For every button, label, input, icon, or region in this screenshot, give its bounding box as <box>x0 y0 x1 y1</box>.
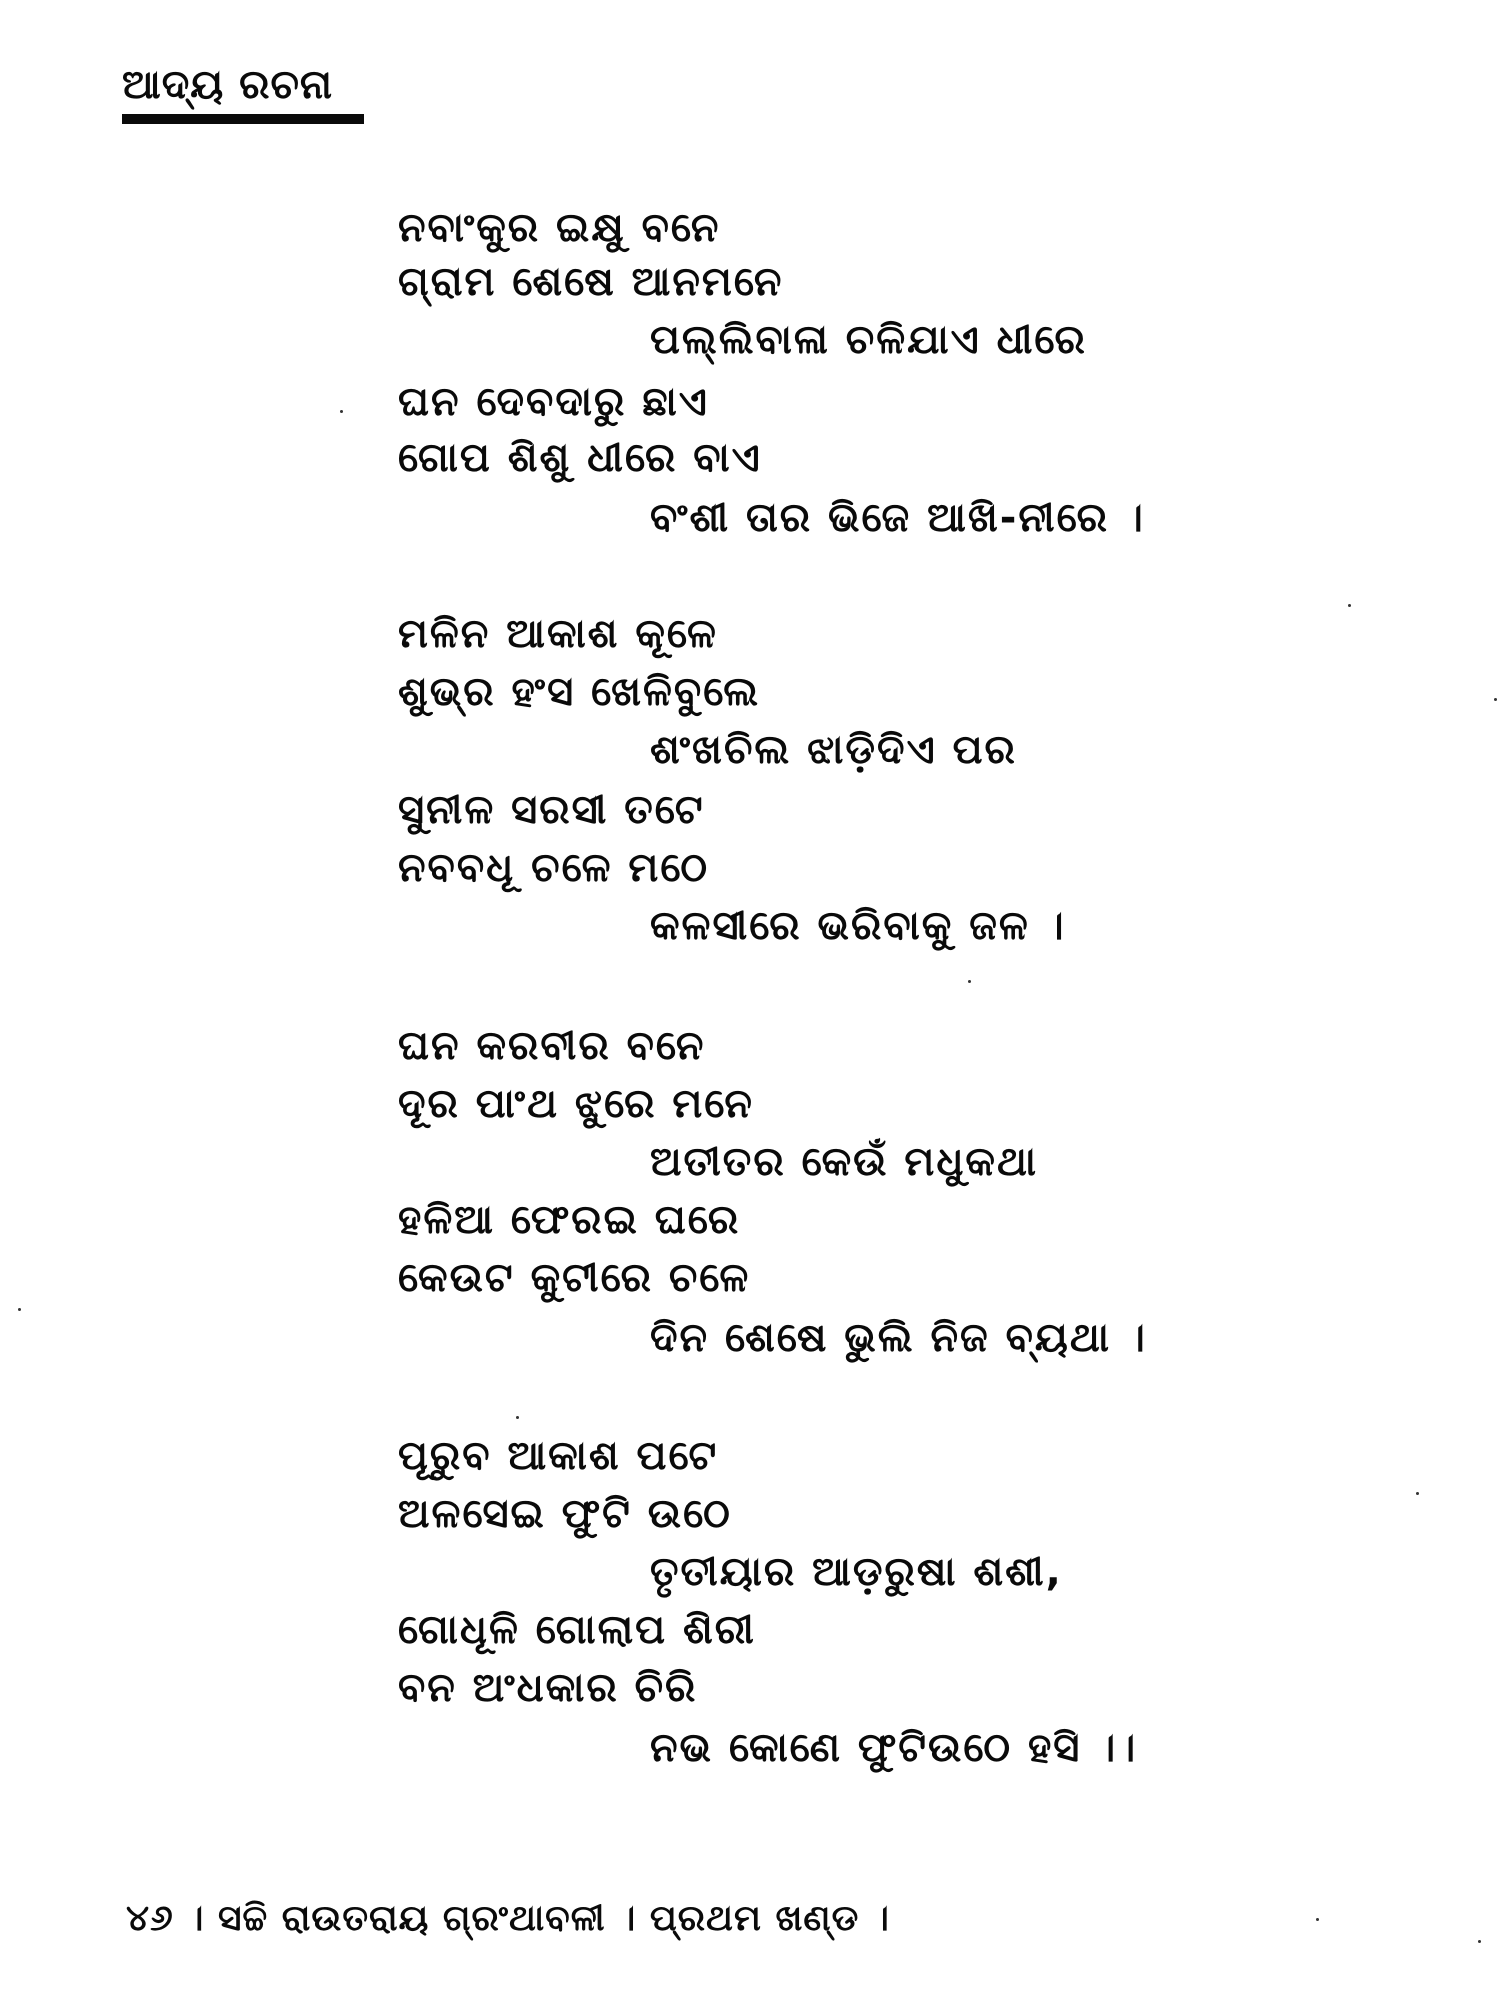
poem-line: ହଳିଆ ଫେରଇ ଘରେ <box>398 1197 741 1243</box>
poem-line: ନବାଂକୁର ଇକ୍ଷୁ ବନେ <box>398 205 721 251</box>
scan-speck <box>1494 698 1497 701</box>
poem-line: ଗୋଧୂଳି ଗୋଲାପ ଶିରୀ <box>398 1607 756 1653</box>
poem-line: ବଂଶୀ ତାର ଭିଜେ ଆଖି-ନୀରେ । <box>650 495 1145 541</box>
poem-line: ଅତୀତର କେଉଁ ମଧୁକଥା <box>650 1139 1039 1185</box>
page-footer: ୪୬ । ସଚ୍ଚି ରାଉତରାୟ ଗ୍ରଂଥାବଳୀ । ପ୍ରଥମ ଖଣ୍ଡ । <box>126 1898 890 1939</box>
poem-line: ନଭ କୋଣେ ଫୁଟିଉଠେ ହସି ।। <box>650 1725 1138 1771</box>
poem-line: ଅଳସେଇ ଫୁଟି ଉଠେ <box>398 1491 732 1537</box>
poem-line: ଗୋପ ଶିଶୁ ଧୀରେ ବାଏ <box>398 435 762 481</box>
poem-line: ପଲ୍ଲିବାଳା ଚଳିଯାଏ ଧୀରେ <box>650 317 1087 363</box>
scan-speck <box>1348 604 1351 607</box>
poem-line: ଘନ ଦେବଦାରୁ ଛାଏ <box>398 379 709 425</box>
poem-line: କଳସୀରେ ଭରିବାକୁ ଜଳ । <box>650 903 1066 949</box>
scan-speck <box>1416 1492 1419 1495</box>
scan-speck <box>340 410 343 413</box>
poem-line: ଦିନ ଶେଷେ ଭୁଲି ନିଜ ବ୍ୟଥା । <box>650 1315 1147 1361</box>
poem-line: ଶୁଭ୍ର ହଂସ ଖେଳିବୁଲେ <box>398 669 761 715</box>
poem-line: ଗ୍ରାମ ଶେଷେ ଆନମନେ <box>398 259 784 305</box>
scan-speck <box>516 1416 519 1419</box>
poem-line: ଶଂଖଚିଲ ଝାଡ଼ିଦିଏ ପର <box>650 727 1017 773</box>
scan-speck <box>18 1308 21 1311</box>
poem-line: ପୂରୁବ ଆକାଶ ପଟେ <box>398 1433 719 1479</box>
scan-speck <box>1478 1940 1481 1943</box>
section-title: ଆଦ୍ୟ ରଚନା <box>122 62 334 108</box>
scan-speck <box>968 980 971 983</box>
poem-line: ତୃତୀୟାର ଆଡ଼ରୁଷା ଶଶୀ, <box>650 1549 1063 1595</box>
poem-line: ଦୂର ପାଂଥ ଝୁରେ ମନେ <box>398 1081 754 1127</box>
poem-line: ବନ ଅଂଧକାର ଚିରି <box>398 1665 698 1711</box>
poem-line: କେଉଟ କୁଟୀରେ ଚଳେ <box>398 1255 751 1301</box>
poem-line: ଘନ କରବୀର ବନେ <box>398 1023 706 1069</box>
poem-line: ମଳିନ ଆକାଶ କୂଳେ <box>398 611 718 657</box>
scan-speck <box>1316 1918 1319 1921</box>
poem-line: ସୁନୀଳ ସରସୀ ତଟେ <box>398 787 705 833</box>
poem-line: ନବବଧୂ ଚଳେ ମଠେ <box>398 845 710 891</box>
